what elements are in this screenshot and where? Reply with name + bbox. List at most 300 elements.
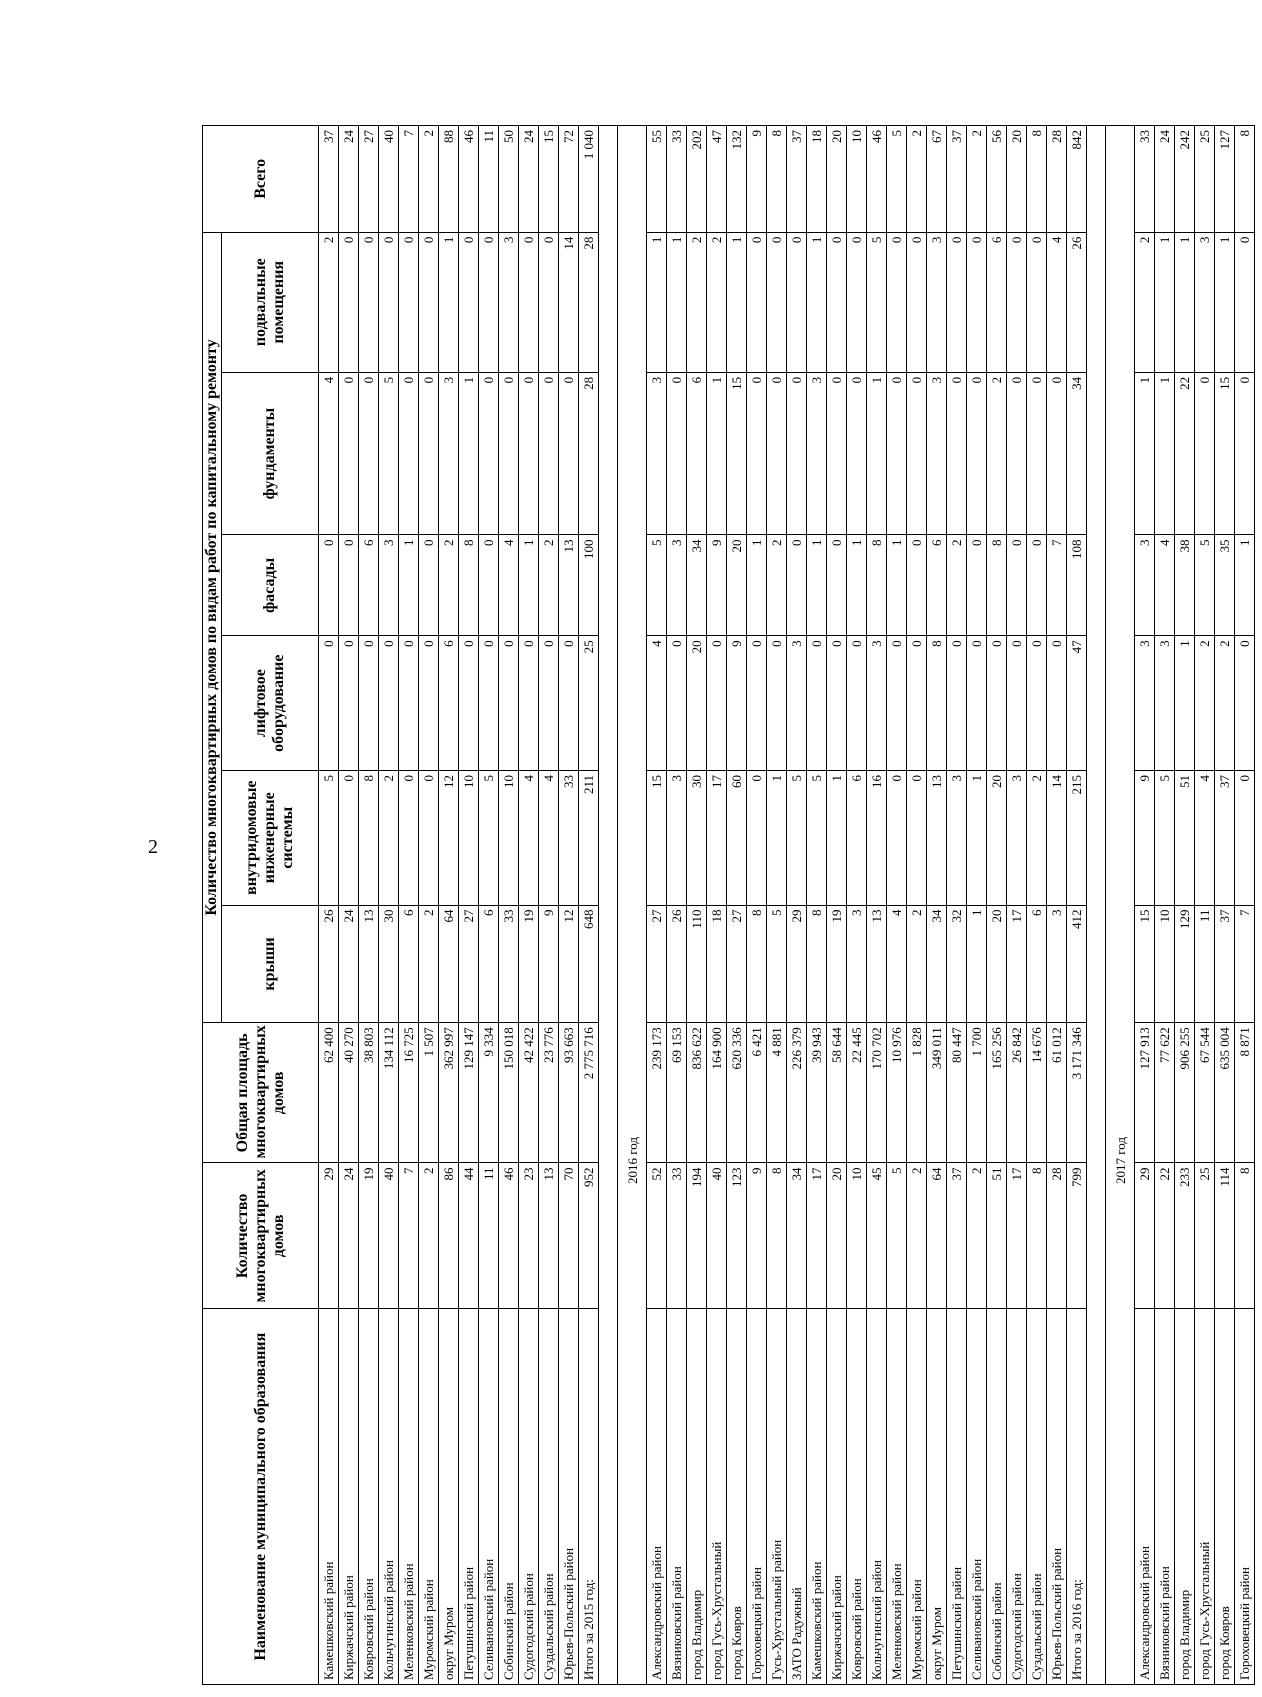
- row-value-cell: 24: [339, 1163, 359, 1309]
- row-value-cell: 40: [379, 1163, 399, 1309]
- row-name-cell: город Ковров: [1215, 1309, 1235, 1685]
- row-value-cell: 9: [727, 636, 747, 771]
- row-value-cell: 20: [687, 636, 707, 771]
- rotated-table-container: [202, 125, 1262, 1685]
- table-row: [519, 126, 539, 1685]
- row-value-cell: 4: [319, 372, 339, 535]
- row-value-cell: 24: [519, 126, 539, 233]
- row-name-cell: Камешковский район: [319, 1309, 339, 1685]
- row-name-cell: город Владимир: [687, 1309, 707, 1685]
- row-value-cell: 33: [1135, 126, 1155, 233]
- row-value-cell: 0: [1235, 232, 1255, 372]
- row-value-cell: 0: [907, 372, 927, 535]
- capital-repair-table: [202, 125, 1255, 1685]
- row-value-cell: 3: [1135, 535, 1155, 636]
- row-value-cell: 1: [747, 535, 767, 636]
- row-value-cell: 1: [707, 372, 727, 535]
- row-value-cell: 37: [1215, 905, 1235, 1023]
- header-facades: фасады: [222, 535, 319, 636]
- row-value-cell: 3: [867, 636, 887, 771]
- row-value-cell: 0: [459, 232, 479, 372]
- row-value-cell: 1: [1135, 372, 1155, 535]
- table-row: [1155, 126, 1175, 1685]
- row-value-cell: 8: [1235, 1163, 1255, 1309]
- row-value-cell: 170 702: [867, 1023, 887, 1163]
- row-value-cell: 20: [827, 126, 847, 233]
- page-number: 2: [148, 836, 158, 858]
- row-value-cell: 24: [339, 126, 359, 233]
- row-value-cell: 2: [1215, 636, 1235, 771]
- section-title: 2016 год: [618, 126, 647, 1685]
- table-row: [1007, 126, 1027, 1685]
- row-value-cell: 2: [539, 535, 559, 636]
- row-value-cell: 28: [579, 232, 599, 372]
- row-value-cell: 80 447: [947, 1023, 967, 1163]
- row-value-cell: 5: [787, 770, 807, 905]
- row-value-cell: 0: [827, 535, 847, 636]
- table-row: [399, 126, 419, 1685]
- row-value-cell: 20: [827, 1163, 847, 1309]
- row-value-cell: 194: [687, 1163, 707, 1309]
- row-value-cell: 4: [1195, 770, 1215, 905]
- row-value-cell: 0: [1047, 636, 1067, 771]
- row-value-cell: 0: [339, 232, 359, 372]
- row-value-cell: 0: [1027, 535, 1047, 636]
- table-row: [947, 126, 967, 1685]
- row-value-cell: 0: [967, 535, 987, 636]
- section-title-row: [1106, 126, 1135, 1685]
- row-value-cell: 33: [559, 770, 579, 905]
- row-value-cell: 0: [827, 232, 847, 372]
- row-value-cell: 32: [947, 905, 967, 1023]
- row-value-cell: 1 040: [579, 126, 599, 233]
- row-value-cell: 44: [459, 1163, 479, 1309]
- row-value-cell: 25: [1195, 126, 1215, 233]
- row-value-cell: 64: [439, 905, 459, 1023]
- row-value-cell: 20: [1007, 126, 1027, 233]
- row-value-cell: 8: [359, 770, 379, 905]
- row-value-cell: 0: [339, 372, 359, 535]
- row-value-cell: 9: [707, 535, 727, 636]
- row-value-cell: 28: [1047, 1163, 1067, 1309]
- table-row: [1027, 126, 1047, 1685]
- row-value-cell: 8: [927, 636, 947, 771]
- row-value-cell: 13: [539, 1163, 559, 1309]
- row-value-cell: 0: [399, 232, 419, 372]
- header-name: Наименование муниципального образования: [203, 1309, 319, 1685]
- row-value-cell: 5: [767, 905, 787, 1023]
- row-value-cell: 1 507: [419, 1023, 439, 1163]
- row-value-cell: 129: [1175, 905, 1195, 1023]
- row-value-cell: 16: [867, 770, 887, 905]
- row-value-cell: 56: [987, 126, 1007, 233]
- row-value-cell: 67: [927, 126, 947, 233]
- row-name-cell: округ Муром: [927, 1309, 947, 1685]
- row-name-cell: Меленковский район: [399, 1309, 419, 1685]
- row-value-cell: 5: [379, 372, 399, 535]
- row-value-cell: 4 881: [767, 1023, 787, 1163]
- row-value-cell: 3: [1007, 770, 1027, 905]
- row-value-cell: 0: [1235, 636, 1255, 771]
- row-value-cell: 0: [847, 232, 867, 372]
- row-value-cell: 1: [967, 905, 987, 1023]
- row-value-cell: 0: [559, 372, 579, 535]
- row-value-cell: 242: [1175, 126, 1195, 233]
- row-value-cell: 1: [1155, 232, 1175, 372]
- row-value-cell: 3: [847, 905, 867, 1023]
- row-value-cell: 6: [359, 535, 379, 636]
- row-value-cell: 620 336: [727, 1023, 747, 1163]
- row-value-cell: 4: [647, 636, 667, 771]
- row-value-cell: 0: [747, 232, 767, 372]
- row-value-cell: 0: [967, 232, 987, 372]
- row-value-cell: 0: [747, 636, 767, 771]
- row-value-cell: 51: [1175, 770, 1195, 905]
- table-row: [1047, 126, 1067, 1685]
- row-value-cell: 0: [667, 372, 687, 535]
- row-value-cell: 0: [399, 636, 419, 771]
- row-value-cell: 0: [967, 636, 987, 771]
- row-value-cell: 0: [1047, 372, 1067, 535]
- row-value-cell: 1: [867, 372, 887, 535]
- table-row: [379, 126, 399, 1685]
- row-value-cell: 40 270: [339, 1023, 359, 1163]
- row-value-cell: 13: [867, 905, 887, 1023]
- row-value-cell: 52: [647, 1163, 667, 1309]
- row-value-cell: 0: [767, 636, 787, 771]
- row-value-cell: 0: [1007, 636, 1027, 771]
- row-value-cell: 18: [707, 905, 727, 1023]
- header-count: Количество многоквартирных домов: [203, 1163, 319, 1309]
- row-value-cell: 2: [1195, 636, 1215, 771]
- header-basements: подвальные помещения: [222, 232, 319, 372]
- row-value-cell: 1: [667, 232, 687, 372]
- row-name-cell: город Гусь-Хрустальный: [1195, 1309, 1215, 1685]
- row-value-cell: 47: [1067, 636, 1087, 771]
- row-value-cell: 2: [687, 232, 707, 372]
- row-name-cell: Итого за 2016 год:: [1067, 1309, 1087, 1685]
- row-value-cell: 14: [559, 232, 579, 372]
- row-value-cell: 164 900: [707, 1023, 727, 1163]
- row-value-cell: 1: [519, 535, 539, 636]
- row-value-cell: 2: [907, 126, 927, 233]
- row-value-cell: 0: [419, 535, 439, 636]
- row-value-cell: 38: [1175, 535, 1195, 636]
- row-value-cell: 836 622: [687, 1023, 707, 1163]
- row-value-cell: 8: [987, 535, 1007, 636]
- row-value-cell: 4: [887, 905, 907, 1023]
- section-title: 2017 год: [1106, 126, 1135, 1685]
- row-value-cell: 0: [419, 372, 439, 535]
- row-value-cell: 22: [1175, 372, 1195, 535]
- row-name-cell: город Гусь-Хрустальный: [707, 1309, 727, 1685]
- row-value-cell: 0: [459, 636, 479, 771]
- section-gap: [1087, 126, 1106, 1685]
- row-value-cell: 5: [807, 770, 827, 905]
- row-value-cell: 3: [647, 372, 667, 535]
- row-value-cell: 1: [887, 535, 907, 636]
- row-value-cell: 0: [339, 535, 359, 636]
- row-value-cell: 0: [1235, 372, 1255, 535]
- row-value-cell: 47: [707, 126, 727, 233]
- row-value-cell: 123: [727, 1163, 747, 1309]
- row-value-cell: 9: [747, 1163, 767, 1309]
- row-value-cell: 30: [379, 905, 399, 1023]
- row-value-cell: 0: [359, 636, 379, 771]
- row-value-cell: 3: [807, 372, 827, 535]
- header-foundations: фундаменты: [222, 372, 319, 535]
- row-value-cell: 3: [667, 535, 687, 636]
- row-value-cell: 9 334: [479, 1023, 499, 1163]
- row-value-cell: 0: [419, 232, 439, 372]
- row-name-cell: Суздальский район: [539, 1309, 559, 1685]
- row-value-cell: 8 871: [1235, 1023, 1255, 1163]
- row-value-cell: 1: [1155, 372, 1175, 535]
- row-value-cell: 1: [439, 232, 459, 372]
- row-value-cell: 72: [559, 126, 579, 233]
- row-value-cell: 6: [927, 535, 947, 636]
- row-name-cell: Гороховецкий район: [1235, 1309, 1255, 1685]
- row-value-cell: 15: [1135, 905, 1155, 1023]
- row-value-cell: 0: [319, 636, 339, 771]
- row-name-cell: Александровский район: [1135, 1309, 1155, 1685]
- row-value-cell: 8: [1027, 126, 1047, 233]
- row-value-cell: 134 112: [379, 1023, 399, 1163]
- row-value-cell: 0: [887, 232, 907, 372]
- table-row: [787, 126, 807, 1685]
- row-value-cell: 1: [967, 770, 987, 905]
- row-value-cell: 93 663: [559, 1023, 579, 1163]
- row-value-cell: 38 803: [359, 1023, 379, 1163]
- table-row: [579, 126, 599, 1685]
- row-value-cell: 10: [847, 1163, 867, 1309]
- row-value-cell: 14: [1047, 770, 1067, 905]
- row-value-cell: 1: [727, 232, 747, 372]
- row-value-cell: 46: [499, 1163, 519, 1309]
- row-value-cell: 19: [519, 905, 539, 1023]
- row-value-cell: 215: [1067, 770, 1087, 905]
- table-row: [687, 126, 707, 1685]
- row-value-cell: 7: [399, 126, 419, 233]
- row-value-cell: 0: [339, 770, 359, 905]
- row-value-cell: 34: [787, 1163, 807, 1309]
- row-value-cell: 114: [1215, 1163, 1235, 1309]
- row-name-cell: город Владимир: [1175, 1309, 1195, 1685]
- row-name-cell: Итого за 2015 год:: [579, 1309, 599, 1685]
- row-value-cell: 27: [727, 905, 747, 1023]
- row-value-cell: 2: [907, 905, 927, 1023]
- row-value-cell: 33: [667, 126, 687, 233]
- row-value-cell: 3: [1135, 636, 1155, 771]
- table-row: [667, 126, 687, 1685]
- row-name-cell: округ Муром: [439, 1309, 459, 1685]
- row-value-cell: 6: [399, 905, 419, 1023]
- row-value-cell: 13: [927, 770, 947, 905]
- row-value-cell: 2: [379, 770, 399, 905]
- table-row: [439, 126, 459, 1685]
- row-value-cell: 88: [439, 126, 459, 233]
- row-name-cell: Гороховецкий район: [747, 1309, 767, 1685]
- row-value-cell: 64: [927, 1163, 947, 1309]
- table-row: [707, 126, 727, 1685]
- row-value-cell: 24: [339, 905, 359, 1023]
- row-value-cell: 1: [767, 770, 787, 905]
- row-value-cell: 5: [887, 1163, 907, 1309]
- row-value-cell: 165 256: [987, 1023, 1007, 1163]
- row-value-cell: 0: [519, 372, 539, 535]
- row-name-cell: Муромский район: [907, 1309, 927, 1685]
- row-value-cell: 18: [807, 126, 827, 233]
- row-value-cell: 952: [579, 1163, 599, 1309]
- row-value-cell: 23 776: [539, 1023, 559, 1163]
- row-value-cell: 0: [479, 636, 499, 771]
- row-name-cell: Меленковский район: [887, 1309, 907, 1685]
- row-value-cell: 0: [539, 636, 559, 771]
- row-value-cell: 3: [667, 770, 687, 905]
- row-name-cell: Киржачский район: [827, 1309, 847, 1685]
- row-value-cell: 15: [647, 770, 667, 905]
- row-value-cell: 2: [967, 126, 987, 233]
- row-name-cell: Вязниковский район: [667, 1309, 687, 1685]
- row-name-cell: Петушинский район: [947, 1309, 967, 1685]
- row-value-cell: 0: [747, 372, 767, 535]
- row-value-cell: 1: [1215, 232, 1235, 372]
- row-value-cell: 0: [399, 372, 419, 535]
- row-value-cell: 3: [1155, 636, 1175, 771]
- row-value-cell: 0: [1027, 232, 1047, 372]
- row-value-cell: 50: [499, 126, 519, 233]
- row-name-cell: Камешковский район: [807, 1309, 827, 1685]
- row-value-cell: 3: [947, 770, 967, 905]
- row-value-cell: 8: [807, 905, 827, 1023]
- row-value-cell: 0: [947, 372, 967, 535]
- row-value-cell: 0: [1007, 232, 1027, 372]
- row-name-cell: Александровский район: [647, 1309, 667, 1685]
- row-value-cell: 5: [887, 126, 907, 233]
- row-value-cell: 4: [519, 770, 539, 905]
- section-title-row: [618, 126, 647, 1685]
- row-value-cell: 0: [379, 232, 399, 372]
- row-value-cell: 3: [379, 535, 399, 636]
- row-value-cell: 0: [827, 636, 847, 771]
- row-value-cell: 2: [987, 372, 1007, 535]
- row-value-cell: 16 725: [399, 1023, 419, 1163]
- row-value-cell: 0: [359, 232, 379, 372]
- table-row: [319, 126, 339, 1685]
- header-area: Общая площадь многоквартирных домов: [203, 1023, 319, 1163]
- row-value-cell: 5: [319, 770, 339, 905]
- header-roofs: крыши: [222, 905, 319, 1023]
- row-value-cell: 58 644: [827, 1023, 847, 1163]
- row-value-cell: 20: [727, 535, 747, 636]
- row-value-cell: 22 445: [847, 1023, 867, 1163]
- table-row: [907, 126, 927, 1685]
- row-value-cell: 0: [767, 372, 787, 535]
- row-value-cell: 1: [807, 535, 827, 636]
- table-row: [927, 126, 947, 1685]
- row-value-cell: 28: [1047, 126, 1067, 233]
- row-value-cell: 0: [539, 232, 559, 372]
- table-row: [1135, 126, 1155, 1685]
- row-value-cell: 0: [827, 372, 847, 535]
- row-value-cell: 129 147: [459, 1023, 479, 1163]
- row-value-cell: 17: [1007, 1163, 1027, 1309]
- row-value-cell: 349 011: [927, 1023, 947, 1163]
- row-value-cell: 2: [767, 535, 787, 636]
- row-value-cell: 60: [727, 770, 747, 905]
- row-value-cell: 0: [479, 535, 499, 636]
- row-name-cell: Селивановский район: [479, 1309, 499, 1685]
- row-value-cell: 3: [927, 232, 947, 372]
- row-value-cell: 0: [767, 232, 787, 372]
- table-row: [867, 126, 887, 1685]
- row-value-cell: 0: [907, 232, 927, 372]
- row-value-cell: 7: [1235, 905, 1255, 1023]
- row-value-cell: 2: [1135, 232, 1155, 372]
- row-value-cell: 27: [647, 905, 667, 1023]
- row-value-cell: 0: [479, 372, 499, 535]
- row-value-cell: 19: [827, 905, 847, 1023]
- row-value-cell: 4: [1155, 535, 1175, 636]
- row-value-cell: 28: [579, 372, 599, 535]
- row-value-cell: 8: [747, 905, 767, 1023]
- row-value-cell: 0: [1007, 535, 1027, 636]
- row-value-cell: 34: [1067, 372, 1087, 535]
- row-name-cell: Юрьев-Польский район: [559, 1309, 579, 1685]
- row-value-cell: 362 997: [439, 1023, 459, 1163]
- row-value-cell: 17: [807, 1163, 827, 1309]
- row-value-cell: 2: [947, 535, 967, 636]
- row-value-cell: 0: [907, 770, 927, 905]
- row-value-cell: 33: [667, 1163, 687, 1309]
- row-value-cell: 1: [807, 232, 827, 372]
- row-value-cell: 8: [767, 126, 787, 233]
- row-value-cell: 37: [947, 1163, 967, 1309]
- row-value-cell: 40: [707, 1163, 727, 1309]
- row-value-cell: 25: [579, 636, 599, 771]
- row-value-cell: 0: [907, 535, 927, 636]
- row-value-cell: 0: [359, 372, 379, 535]
- row-value-cell: 6: [987, 232, 1007, 372]
- row-value-cell: 9: [539, 905, 559, 1023]
- row-value-cell: 1: [1235, 535, 1255, 636]
- row-value-cell: 3: [1047, 905, 1067, 1023]
- row-value-cell: 211: [579, 770, 599, 905]
- row-name-cell: Ковровский район: [359, 1309, 379, 1685]
- row-value-cell: 5: [647, 535, 667, 636]
- row-value-cell: 13: [359, 905, 379, 1023]
- row-value-cell: 34: [687, 535, 707, 636]
- row-value-cell: 150 018: [499, 1023, 519, 1163]
- row-value-cell: 233: [1175, 1163, 1195, 1309]
- row-value-cell: 4: [499, 535, 519, 636]
- row-value-cell: 0: [987, 636, 1007, 771]
- row-value-cell: 27: [359, 126, 379, 233]
- row-value-cell: 3: [499, 232, 519, 372]
- row-name-cell: Собинский район: [987, 1309, 1007, 1685]
- row-value-cell: 0: [907, 636, 927, 771]
- row-value-cell: 20: [987, 770, 1007, 905]
- row-value-cell: 0: [747, 770, 767, 905]
- row-value-cell: 412: [1067, 905, 1087, 1023]
- table-row: [459, 126, 479, 1685]
- row-value-cell: 0: [847, 372, 867, 535]
- row-value-cell: 7: [1047, 535, 1067, 636]
- row-value-cell: 2: [439, 535, 459, 636]
- row-value-cell: 2: [707, 232, 727, 372]
- table-row: [967, 126, 987, 1685]
- row-value-cell: 0: [1235, 770, 1255, 905]
